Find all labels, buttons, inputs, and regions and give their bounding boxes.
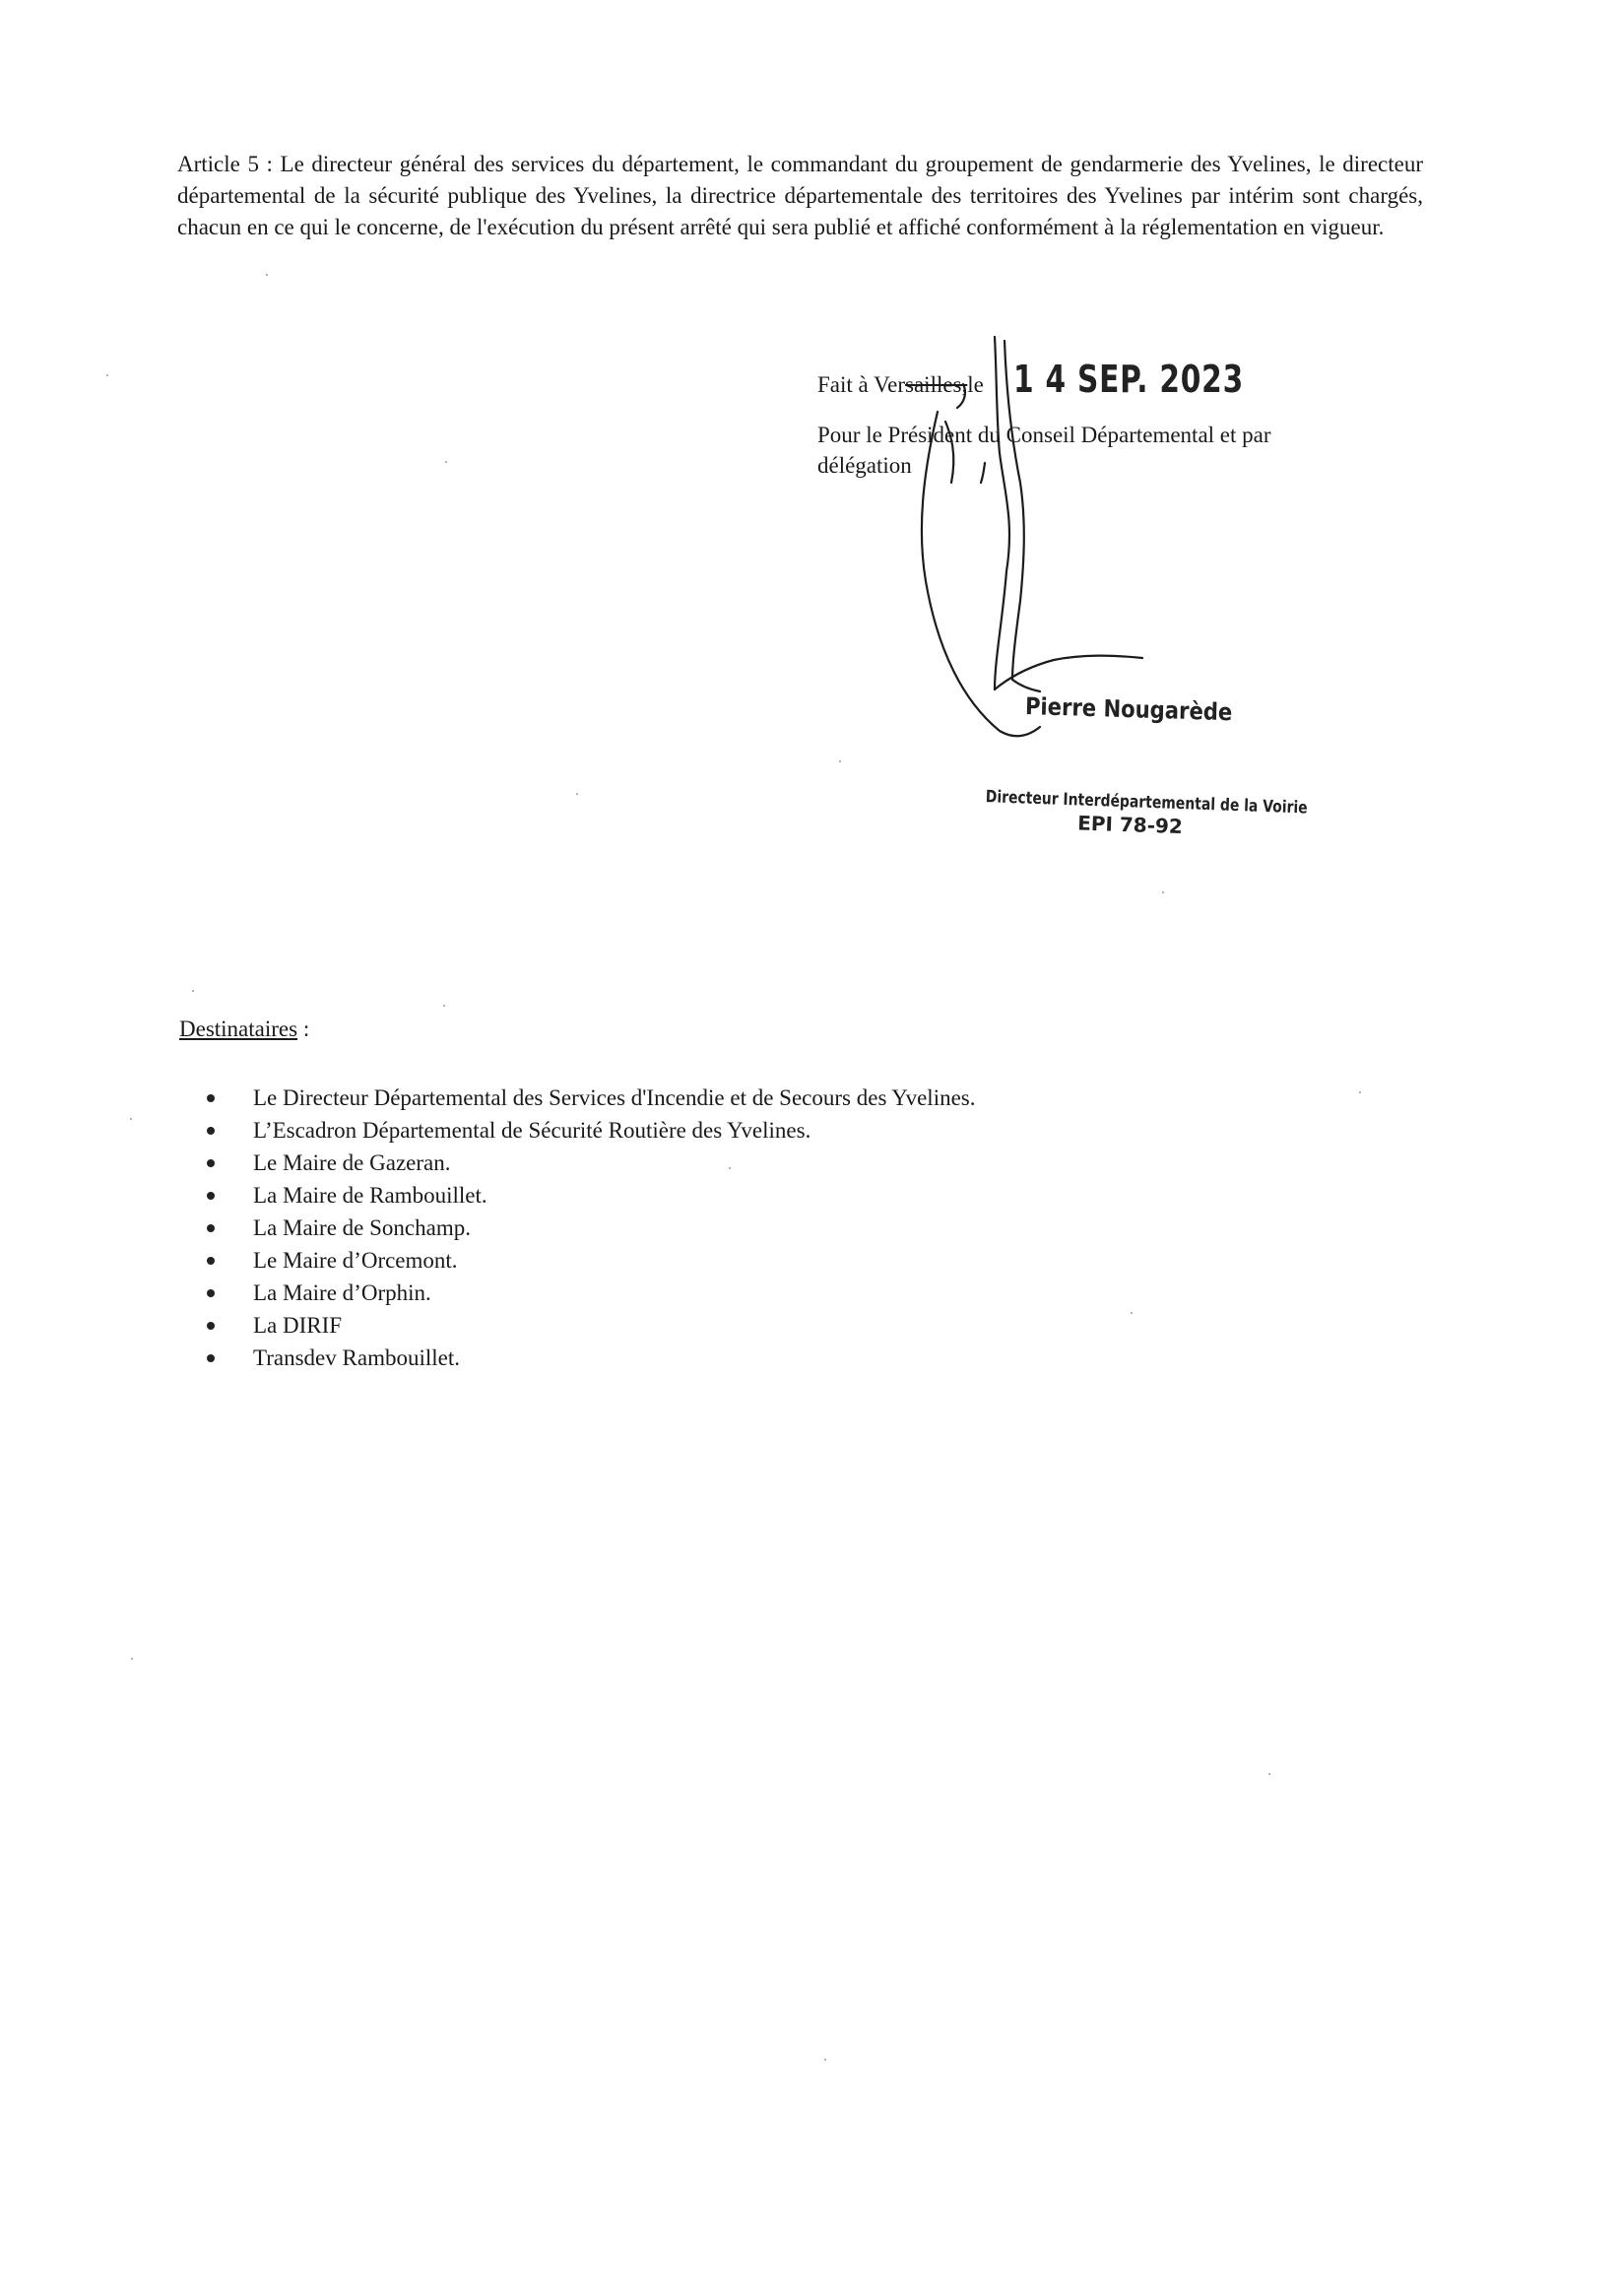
list-item-text: L’Escadron Départemental de Sécurité Routière des Yvelines. — [253, 1118, 811, 1143]
list-item — [207, 1277, 976, 1309]
bullet-icon — [207, 1289, 215, 1297]
list-item — [207, 1082, 976, 1114]
list-item-text: La Maire de Rambouillet. — [253, 1183, 487, 1208]
delegation-line: Pour le Président du Conseil Départemental et par délégation — [817, 423, 1271, 478]
scan-speck — [1268, 1773, 1270, 1775]
scan-speck — [1359, 1091, 1361, 1093]
destinataires-heading-colon: : — [297, 1017, 310, 1041]
place-date-line — [817, 358, 1369, 401]
destinataires-heading-label: Destinataires — [179, 1017, 298, 1041]
bullet-icon — [207, 1257, 215, 1265]
list-item-text: Le Maire d’Orcemont. — [253, 1248, 458, 1273]
list-item-text: Le Directeur Départemental des Services d'Incendie et de Secours des Yvelines. — [253, 1085, 976, 1110]
list-item-text: Le Maire de Gazeran. — [253, 1150, 451, 1175]
article-5-paragraph: Article 5 : Le directeur général des services du département, le commandant du groupement de gendarmerie des Yvelines, le directeur départemental de la sécurité publique des Yvelines, la directrice départementale des territoires des Yvelines par intérim sont chargés, chacun en ce qui le concerne, de l'exécution du présent arrêté qui sera publié et affiché conformément à la réglementation en vigueur. — [177, 152, 1423, 239]
place-suffix: le — [967, 372, 984, 397]
list-item-text: La Maire de Sonchamp. — [253, 1215, 471, 1240]
scan-speck — [839, 760, 841, 762]
list-item — [207, 1179, 976, 1212]
bullet-icon — [207, 1224, 215, 1232]
list-item — [207, 1244, 976, 1277]
title-stamp — [952, 786, 1308, 843]
bullet-icon — [207, 1094, 215, 1102]
scan-speck — [192, 990, 194, 992]
list-item — [207, 1212, 976, 1244]
bullet-icon — [207, 1322, 215, 1330]
bullet-icon — [207, 1127, 215, 1135]
bullet-icon — [207, 1159, 215, 1167]
scan-speck — [130, 1118, 132, 1120]
bullet-icon — [207, 1354, 215, 1362]
stamp-title: Directeur Interdépartemental de la Voirie — [985, 787, 1309, 819]
place-struck: sailles, — [905, 372, 968, 397]
destinataires-heading — [179, 1017, 309, 1042]
list-item-text: La Maire d’Orphin. — [253, 1280, 431, 1305]
signature-block — [817, 358, 1369, 481]
signer-name-stamp: Pierre Nougarède — [1024, 692, 1233, 727]
list-item-text: Transdev Rambouillet. — [253, 1345, 460, 1370]
list-item — [207, 1114, 976, 1147]
scan-speck — [1162, 891, 1164, 893]
list-item — [207, 1309, 976, 1342]
scan-speck — [729, 1167, 731, 1169]
bullet-icon — [207, 1192, 215, 1200]
scan-speck — [576, 793, 578, 795]
scan-speck — [266, 274, 268, 276]
scan-speck — [1131, 1312, 1133, 1314]
destinataires-list — [207, 1082, 976, 1374]
scan-speck — [824, 2059, 826, 2061]
stamp-code: EPI 78-92 — [1076, 811, 1184, 839]
place-prefix: Fait à Ver — [817, 372, 906, 397]
scan-speck — [445, 461, 447, 463]
list-item — [207, 1342, 976, 1374]
scan-speck — [443, 1005, 445, 1007]
list-item-text: La DIRIF — [253, 1313, 343, 1338]
date-stamp: 1 4 SEP. 2023 — [1012, 358, 1244, 401]
scan-speck — [106, 374, 108, 376]
list-item — [207, 1147, 976, 1179]
scan-speck — [131, 1658, 133, 1660]
